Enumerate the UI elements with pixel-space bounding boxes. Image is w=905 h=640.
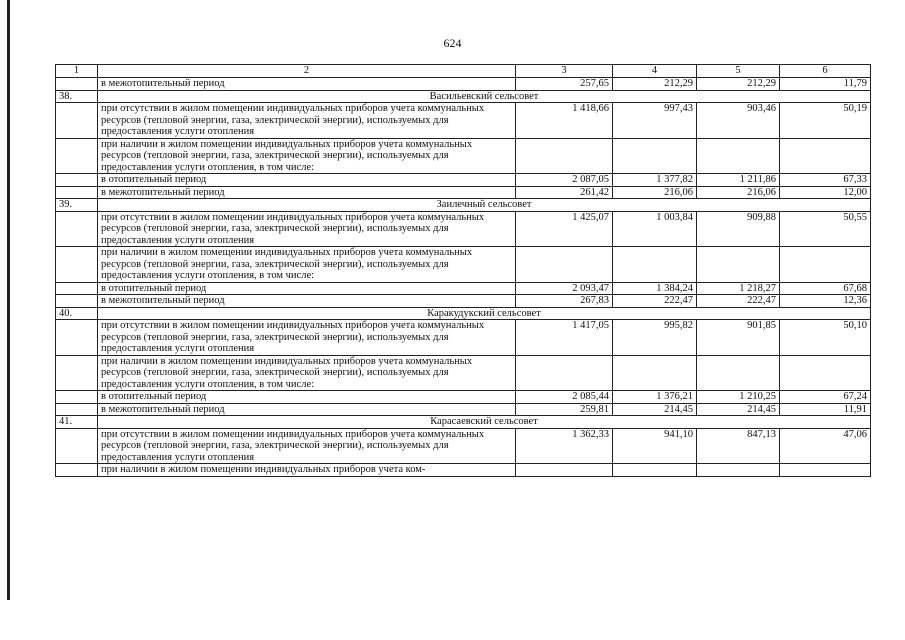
row-description: при отсутствии в жилом помещении индивидуальных приборов учета коммунальных ресурсов (тепловой энергии, газа, электрической энергии), используемых для предоставления услуги отопления [98, 211, 516, 247]
column-number: 5 [697, 65, 780, 78]
row-number [56, 391, 98, 404]
value-cell-col3: 1 362,33 [516, 428, 613, 464]
row-number [56, 464, 98, 477]
scan-edge-line [7, 0, 10, 600]
value-cell-col4 [613, 464, 697, 477]
value-cell-col3: 2 085,44 [516, 391, 613, 404]
value-cell-col4 [613, 138, 697, 174]
table-row [56, 295, 871, 308]
row-description: при наличии в жилом помещении индивидуальных приборов учета коммунальных ресурсов (тепловой энергии, газа, электрической энергии), используемых для предоставления услуги отопления, в том числе: [98, 138, 516, 174]
row-number [56, 428, 98, 464]
row-number [56, 355, 98, 391]
table-row [56, 391, 871, 404]
value-cell-col6: 47,06 [780, 428, 871, 464]
value-cell-col5: 909,88 [697, 211, 780, 247]
row-description: в отопительный период [98, 391, 516, 404]
column-number: 2 [98, 65, 516, 78]
value-cell-col3: 261,42 [516, 186, 613, 199]
value-cell-col6 [780, 247, 871, 283]
value-cell-col4: 1 376,21 [613, 391, 697, 404]
row-number: 40. [56, 307, 98, 320]
row-number [56, 320, 98, 356]
row-description: в отопительный период [98, 282, 516, 295]
value-cell-col3: 2 087,05 [516, 174, 613, 187]
section-title-row [56, 199, 871, 212]
section-title-row [56, 416, 871, 429]
table-row [56, 186, 871, 199]
value-cell-col6: 50,55 [780, 211, 871, 247]
value-cell-col5: 216,06 [697, 186, 780, 199]
value-cell-col5 [697, 138, 780, 174]
table-row [56, 320, 871, 356]
row-description: при наличии в жилом помещении индивидуальных приборов учета коммунальных ресурсов (тепловой энергии, газа, электрической энергии), используемых для предоставления услуги отопления, в том числе: [98, 355, 516, 391]
row-description: при наличии в жилом помещении индивидуальных приборов учета коммунальных ресурсов (тепловой энергии, газа, электрической энергии), используемых для предоставления услуги отопления, в том числе: [98, 247, 516, 283]
table-row [56, 403, 871, 416]
value-cell-col5: 1 218,27 [697, 282, 780, 295]
value-cell-col4: 941,10 [613, 428, 697, 464]
value-cell-col6: 67,24 [780, 391, 871, 404]
value-cell-col6 [780, 464, 871, 477]
value-cell-col5 [697, 355, 780, 391]
row-description: при отсутствии в жилом помещении индивидуальных приборов учета коммунальных ресурсов (тепловой энергии, газа, электрической энергии), используемых для предоставления услуги отопления [98, 320, 516, 356]
row-description: в межотопительный период [98, 186, 516, 199]
value-cell-col6: 12,36 [780, 295, 871, 308]
column-number: 6 [780, 65, 871, 78]
value-cell-col5: 222,47 [697, 295, 780, 308]
value-cell-col5: 1 211,86 [697, 174, 780, 187]
row-number: 38. [56, 90, 98, 103]
value-cell-col3 [516, 138, 613, 174]
value-cell-col6: 50,10 [780, 320, 871, 356]
table-row [56, 247, 871, 283]
value-cell-col3: 1 418,66 [516, 103, 613, 139]
table-row [56, 211, 871, 247]
value-cell-col6: 50,19 [780, 103, 871, 139]
settlement-name: Карасаевский сельсовет [98, 416, 871, 429]
row-description: в отопительный период [98, 174, 516, 187]
settlement-name: Заилечный сельсовет [98, 199, 871, 212]
value-cell-col6: 67,33 [780, 174, 871, 187]
value-cell-col4: 1 384,24 [613, 282, 697, 295]
tariff-table [55, 64, 871, 477]
value-cell-col6 [780, 138, 871, 174]
value-cell-col3 [516, 247, 613, 283]
column-number: 1 [56, 65, 98, 78]
value-cell-col4: 997,43 [613, 103, 697, 139]
value-cell-col5: 214,45 [697, 403, 780, 416]
value-cell-col6: 11,79 [780, 78, 871, 91]
row-number [56, 295, 98, 308]
value-cell-col3: 1 417,05 [516, 320, 613, 356]
value-cell-col6: 12,00 [780, 186, 871, 199]
row-number: 39. [56, 199, 98, 212]
table-row [56, 282, 871, 295]
row-number [56, 174, 98, 187]
row-number [56, 403, 98, 416]
value-cell-col5: 212,29 [697, 78, 780, 91]
value-cell-col4: 1 003,84 [613, 211, 697, 247]
value-cell-col4 [613, 355, 697, 391]
row-number [56, 103, 98, 139]
value-cell-col4: 212,29 [613, 78, 697, 91]
value-cell-col3 [516, 464, 613, 477]
value-cell-col3 [516, 355, 613, 391]
row-number [56, 282, 98, 295]
table-row [56, 355, 871, 391]
table-row [56, 138, 871, 174]
value-cell-col5: 1 210,25 [697, 391, 780, 404]
row-number [56, 78, 98, 91]
row-description: в межотопительный период [98, 78, 516, 91]
row-number [56, 247, 98, 283]
section-title-row [56, 90, 871, 103]
value-cell-col6: 67,68 [780, 282, 871, 295]
value-cell-col4: 995,82 [613, 320, 697, 356]
value-cell-col3: 267,83 [516, 295, 613, 308]
value-cell-col4: 1 377,82 [613, 174, 697, 187]
value-cell-col5: 903,46 [697, 103, 780, 139]
page-number: 624 [443, 36, 462, 50]
value-cell-col5: 847,13 [697, 428, 780, 464]
row-number: 41. [56, 416, 98, 429]
row-number [56, 211, 98, 247]
value-cell-col4: 214,45 [613, 403, 697, 416]
value-cell-col5: 901,85 [697, 320, 780, 356]
settlement-name: Васильевский сельсовет [98, 90, 871, 103]
row-description: при наличии в жилом помещении индивидуальных приборов учета ком- [98, 464, 516, 477]
value-cell-col6 [780, 355, 871, 391]
column-number-row [56, 65, 871, 78]
row-description: при отсутствии в жилом помещении индивидуальных приборов учета коммунальных ресурсов (тепловой энергии, газа, электрической энергии), используемых для предоставления услуги отопления [98, 428, 516, 464]
value-cell-col5 [697, 247, 780, 283]
value-cell-col5 [697, 464, 780, 477]
settlement-name: Каракудукский сельсовет [98, 307, 871, 320]
row-description: в межотопительный период [98, 403, 516, 416]
table-row [56, 174, 871, 187]
table-row [56, 78, 871, 91]
table-row [56, 464, 871, 477]
table-row [56, 103, 871, 139]
value-cell-col3: 2 093,47 [516, 282, 613, 295]
value-cell-col3: 259,81 [516, 403, 613, 416]
row-number [56, 186, 98, 199]
section-title-row [56, 307, 871, 320]
row-description: в межотопительный период [98, 295, 516, 308]
value-cell-col3: 1 425,07 [516, 211, 613, 247]
value-cell-col3: 257,65 [516, 78, 613, 91]
column-number: 3 [516, 65, 613, 78]
row-number [56, 138, 98, 174]
value-cell-col4 [613, 247, 697, 283]
value-cell-col4: 222,47 [613, 295, 697, 308]
row-description: при отсутствии в жилом помещении индивидуальных приборов учета коммунальных ресурсов (тепловой энергии, газа, электрической энергии), используемых для предоставления услуги отопления [98, 103, 516, 139]
value-cell-col4: 216,06 [613, 186, 697, 199]
table-row [56, 428, 871, 464]
value-cell-col6: 11,91 [780, 403, 871, 416]
column-number: 4 [613, 65, 697, 78]
